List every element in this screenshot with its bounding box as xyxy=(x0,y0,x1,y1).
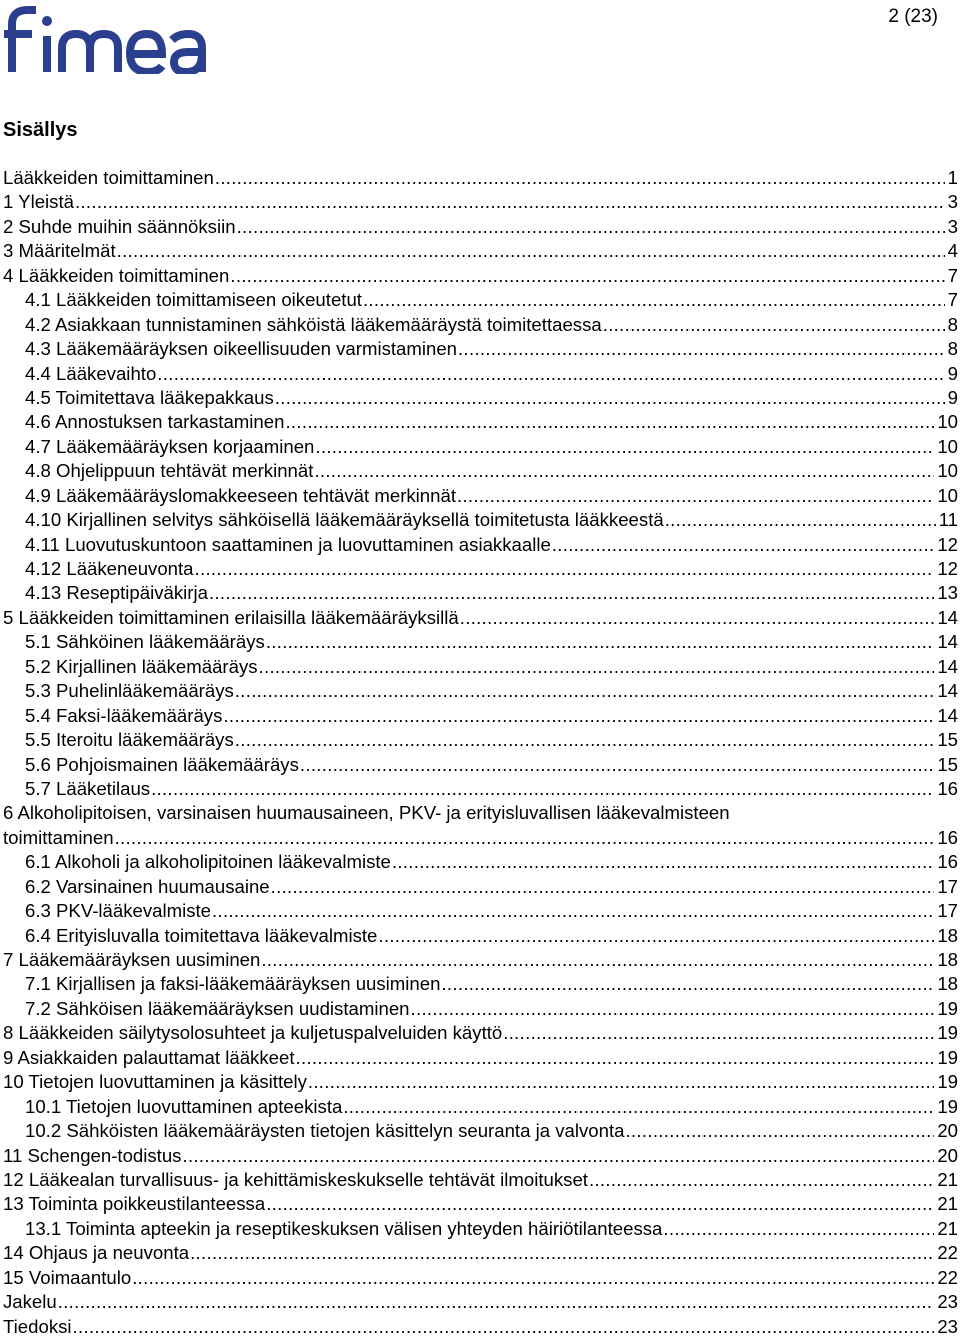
toc-entry[interactable] xyxy=(3,948,958,972)
toc-entry-page: 17 xyxy=(937,900,958,922)
toc-entry-page: 9 xyxy=(947,386,958,408)
toc-entry-title: 9 Asiakkaiden palauttamat lääkkeet xyxy=(3,1046,295,1068)
toc-dot-leader xyxy=(663,1217,934,1241)
toc-dot-leader xyxy=(209,581,934,605)
toc-entry[interactable] xyxy=(3,313,958,337)
toc-dot-leader xyxy=(589,1168,934,1192)
toc-dot-leader xyxy=(75,190,945,214)
toc-entry[interactable] xyxy=(3,1192,958,1216)
toc-entry-page: 18 xyxy=(937,924,958,946)
toc-dot-leader xyxy=(378,924,934,948)
toc-entry-title: 4.3 Lääkemääräyksen oikeellisuuden varmistaminen xyxy=(25,338,458,360)
toc-entry-title: 5.2 Kirjallinen lääkemääräys xyxy=(25,655,258,677)
toc-dot-leader xyxy=(458,337,945,361)
toc-entry-title: 4.12 Lääkeneuvonta xyxy=(25,558,194,579)
toc-entry-title: toimittaminen xyxy=(3,826,114,848)
toc-entry-title: 14 Ohjaus ja neuvonta xyxy=(3,1242,190,1264)
toc-entry-page: 10 xyxy=(937,484,958,506)
toc-entry-title: 6.2 Varsinainen huumausaine xyxy=(25,875,270,897)
toc-entry[interactable] xyxy=(3,972,958,996)
toc-dot-leader xyxy=(237,215,945,239)
toc-dot-leader xyxy=(457,484,934,508)
toc-entry-page: 20 xyxy=(937,1144,958,1166)
toc-entry-page: 7 xyxy=(947,264,958,286)
toc-entry-page: 12 xyxy=(937,533,958,555)
toc-dot-leader xyxy=(212,899,934,923)
toc-dot-leader xyxy=(230,264,944,288)
toc-entry-page: 16 xyxy=(937,826,958,848)
toc-dot-leader xyxy=(441,972,934,996)
toc-entry[interactable] xyxy=(3,337,958,361)
toc-entry-page: 1 xyxy=(947,167,958,188)
toc-dot-leader xyxy=(259,655,935,679)
toc-entry-page: 8 xyxy=(947,313,958,335)
toc-entry-page: 18 xyxy=(937,949,958,970)
toc-entry-page: 14 xyxy=(937,655,958,677)
toc-entry-page: 3 xyxy=(947,215,958,237)
toc-entry-title: 6.1 Alkoholi ja alkoholipitoinen lääkevalmiste xyxy=(25,851,391,873)
toc-entry-page: 20 xyxy=(937,1120,958,1142)
toc-entry[interactable] xyxy=(3,190,958,214)
toc-entry[interactable] xyxy=(3,1266,958,1290)
toc-dot-leader xyxy=(308,1070,934,1094)
toc-entry-page: 21 xyxy=(937,1193,958,1215)
toc-dot-leader xyxy=(215,166,945,190)
toc-entry[interactable] xyxy=(3,679,958,703)
toc-dot-leader xyxy=(266,630,935,654)
toc-dot-leader xyxy=(182,1144,934,1168)
toc-dot-leader xyxy=(275,386,945,410)
toc-dot-leader xyxy=(411,997,935,1021)
toc-entry-title: 7.1 Kirjallisen ja faksi-lääkemääräyksen uusiminen xyxy=(25,973,441,995)
toc-entry-title: 2 Suhde muihin säännöksiin xyxy=(3,215,236,237)
toc-entry-page: 21 xyxy=(937,1168,958,1190)
toc-dot-leader xyxy=(603,313,945,337)
toc-entry-page: 19 xyxy=(937,1046,958,1068)
toc-entry-page: 7 xyxy=(947,289,958,311)
fimea-logo xyxy=(2,2,208,74)
toc-entry[interactable] xyxy=(3,484,958,508)
toc-entry-title: 8 Lääkkeiden säilytysolosuhteet ja kuljetuspalveluiden käyttö xyxy=(3,1022,503,1044)
toc-entry[interactable] xyxy=(3,728,958,752)
toc-entry-page: 15 xyxy=(937,753,958,775)
toc-dot-leader xyxy=(261,948,934,972)
toc-entry[interactable] xyxy=(3,1046,958,1070)
toc-entry-title: 4.5 Toimitettava lääkepakkaus xyxy=(25,386,274,408)
toc-entry-title: 7.2 Sähköisen lääkemääräyksen uudistaminen xyxy=(25,997,410,1019)
toc-entry-page: 23 xyxy=(937,1315,958,1337)
toc-entry-title: 5.4 Faksi-lääkemääräys xyxy=(25,704,223,726)
toc-entry-page: 19 xyxy=(937,1095,958,1117)
toc-entry[interactable] xyxy=(3,1119,958,1143)
toc-entry-title: 4.10 Kirjallinen selvitys sähköisellä lääkemääräyksellä toimitetusta lääkkeestä xyxy=(25,509,664,531)
toc-entry[interactable] xyxy=(3,557,958,581)
toc-entry[interactable] xyxy=(3,704,958,728)
toc-entry-title: 4.11 Luovutuskuntoon saattaminen ja luovuttaminen asiakkaalle xyxy=(25,533,551,555)
toc-entry[interactable] xyxy=(3,826,958,850)
toc-entry[interactable] xyxy=(3,753,958,777)
toc-entry[interactable] xyxy=(3,875,958,899)
toc-entry-title: 5.3 Puhelinlääkemääräys xyxy=(25,680,234,702)
toc-entry-page: 8 xyxy=(947,338,958,360)
toc-entry-title: 11 Schengen-todistus xyxy=(3,1144,182,1166)
toc-title: Sisällys xyxy=(3,119,78,141)
toc-entry-title: 4.6 Annostuksen tarkastaminen xyxy=(25,411,285,433)
toc-dot-leader xyxy=(314,459,934,483)
toc-entry-page: 14 xyxy=(937,704,958,726)
toc-dot-leader xyxy=(665,508,936,532)
toc-entry-title: 4.1 Lääkkeiden toimittamiseen oikeutetut xyxy=(25,289,362,311)
toc-entry-title: 13 Toiminta poikkeustilanteessa xyxy=(3,1193,266,1215)
toc-entry-title: 6 Alkoholipitoisen, varsinaisen huumausaineen, PKV- ja erityisluvallisen lääkevalmisteen xyxy=(3,802,730,824)
toc-dot-leader xyxy=(235,679,935,703)
toc-entry[interactable] xyxy=(3,850,958,874)
toc-entry[interactable] xyxy=(3,435,958,459)
page-indicator: 2 (23) xyxy=(888,6,938,27)
table-of-contents xyxy=(3,166,958,1339)
toc-entry[interactable] xyxy=(3,459,958,483)
toc-entry[interactable] xyxy=(3,924,958,948)
toc-dot-leader xyxy=(195,557,935,581)
toc-dot-leader xyxy=(190,1241,934,1265)
toc-entry-title: 5.5 Iteroitu lääkemääräys xyxy=(25,729,234,751)
toc-entry[interactable] xyxy=(3,1241,958,1265)
toc-dot-leader xyxy=(300,753,934,777)
toc-entry-title: Lääkkeiden toimittaminen xyxy=(3,167,214,188)
toc-entry-title: 10 Tietojen luovuttaminen ja käsittely xyxy=(3,1071,307,1093)
toc-entry-page: 18 xyxy=(937,973,958,995)
toc-entry-page: 14 xyxy=(937,606,958,628)
toc-dot-leader xyxy=(552,533,935,557)
toc-dot-leader xyxy=(223,704,934,728)
toc-entry[interactable] xyxy=(3,1168,958,1192)
toc-entry-title: 5.7 Lääketilaus xyxy=(25,777,151,799)
toc-dot-leader xyxy=(132,1266,934,1290)
toc-entry[interactable] xyxy=(3,997,958,1021)
toc-entry-title: 3 Määritelmät xyxy=(3,240,116,262)
toc-entry[interactable] xyxy=(3,508,958,532)
toc-dot-leader xyxy=(503,1021,934,1045)
toc-entry-title: 7 Lääkemääräyksen uusiminen xyxy=(3,949,261,970)
toc-entry-page: 16 xyxy=(937,777,958,799)
toc-entry-title: 4 Lääkkeiden toimittaminen xyxy=(3,264,230,286)
toc-entry-page: 3 xyxy=(947,191,958,213)
toc-entry-page: 9 xyxy=(947,362,958,384)
toc-entry-page: 22 xyxy=(937,1266,958,1288)
toc-entry-title: 4.13 Reseptipäiväkirja xyxy=(25,582,208,604)
toc-entry-title: Tiedoksi xyxy=(3,1315,72,1337)
toc-entry-title: 13.1 Toiminta apteekin ja reseptikeskuksen välisen yhteyden häiriötilanteessa xyxy=(25,1217,663,1239)
toc-entry[interactable] xyxy=(3,239,958,263)
toc-entry-title: 15 Voimaantulo xyxy=(3,1266,132,1288)
toc-entry-title: 4.9 Lääkemääräyslomakkeeseen tehtävät merkinnät xyxy=(25,484,456,506)
toc-entry[interactable] xyxy=(3,362,958,386)
toc-dot-leader xyxy=(58,1290,935,1314)
toc-entry-title: 12 Lääkealan turvallisuus- ja kehittämiskeskukselle tehtävät ilmoitukset xyxy=(3,1168,588,1190)
toc-entry[interactable] xyxy=(3,1070,958,1094)
toc-entry-title: 5.6 Pohjoismainen lääkemääräys xyxy=(25,753,299,775)
toc-dot-leader xyxy=(235,728,935,752)
toc-entry-page: 19 xyxy=(937,997,958,1019)
toc-entry-page: 13 xyxy=(937,582,958,604)
toc-entry-title: 10.2 Sähköisten lääkemääräysten tietojen käsittelyn seuranta ja valvonta xyxy=(25,1120,625,1142)
toc-entry-page: 11 xyxy=(938,509,958,531)
toc-entry-page: 19 xyxy=(937,1071,958,1093)
toc-dot-leader xyxy=(266,1192,934,1216)
toc-entry-page: 10 xyxy=(937,460,958,482)
toc-entry[interactable] xyxy=(3,630,958,654)
toc-dot-leader xyxy=(315,435,934,459)
toc-entry-title: 4.2 Asiakkaan tunnistaminen sähköistä lääkemääräystä toimitettaessa xyxy=(25,313,602,335)
toc-entry-page: 23 xyxy=(937,1291,958,1313)
toc-entry-page: 19 xyxy=(937,1022,958,1044)
toc-entry[interactable] xyxy=(3,1095,958,1119)
toc-entry[interactable] xyxy=(3,215,958,239)
toc-entry[interactable] xyxy=(3,1315,958,1339)
toc-entry[interactable] xyxy=(3,899,958,923)
toc-entry-title: Jakelu xyxy=(3,1291,57,1313)
toc-entry[interactable] xyxy=(3,581,958,605)
toc-entry-title: 5.1 Sähköinen lääkemääräys xyxy=(25,631,265,653)
toc-entry[interactable] xyxy=(3,1021,958,1045)
toc-dot-leader xyxy=(151,777,934,801)
toc-entry[interactable] xyxy=(3,533,958,557)
toc-entry-page: 21 xyxy=(937,1217,958,1239)
toc-entry[interactable] xyxy=(3,288,958,312)
toc-entry-page: 17 xyxy=(937,875,958,897)
toc-dot-leader xyxy=(392,850,934,874)
toc-entry-page: 14 xyxy=(937,680,958,702)
toc-entry[interactable] xyxy=(3,264,958,288)
toc-entry-page: 15 xyxy=(937,729,958,751)
toc-entry[interactable] xyxy=(3,777,958,801)
toc-dot-leader xyxy=(157,362,944,386)
toc-entry-page: 16 xyxy=(937,851,958,873)
toc-entry-title: 6.4 Erityisluvalla toimitettava lääkevalmiste xyxy=(25,924,378,946)
toc-dot-leader xyxy=(460,606,935,630)
toc-entry[interactable] xyxy=(3,166,958,190)
toc-entry-page: 22 xyxy=(937,1242,958,1264)
toc-entry-title: 4.8 Ohjelippuun tehtävät merkinnät xyxy=(25,460,314,482)
toc-entry[interactable] xyxy=(3,606,958,630)
toc-entry[interactable] xyxy=(3,1217,958,1241)
toc-entry-title: 10.1 Tietojen luovuttaminen apteekista xyxy=(25,1095,343,1117)
toc-dot-leader xyxy=(343,1095,934,1119)
toc-entry[interactable] xyxy=(3,410,958,434)
toc-dot-leader xyxy=(271,875,935,899)
toc-entry-title: 1 Yleistä xyxy=(3,191,74,213)
toc-dot-leader xyxy=(626,1119,935,1143)
toc-dot-leader xyxy=(363,288,945,312)
toc-entry-page: 4 xyxy=(947,240,958,262)
toc-entry-title: 4.4 Lääkevaihto xyxy=(25,362,157,384)
toc-dot-leader xyxy=(117,239,945,263)
toc-entry-title: 4.7 Lääkemääräyksen korjaaminen xyxy=(25,435,315,457)
toc-dot-leader xyxy=(285,410,934,434)
toc-entry-page: 14 xyxy=(937,631,958,653)
toc-entry[interactable] xyxy=(3,1144,958,1168)
toc-entry-page: 10 xyxy=(937,435,958,457)
toc-entry-page: 10 xyxy=(937,411,958,433)
toc-entry-page: 12 xyxy=(937,558,958,579)
toc-entry[interactable] xyxy=(3,1290,958,1314)
toc-dot-leader xyxy=(296,1046,935,1070)
toc-entry-title: 6.3 PKV-lääkevalmiste xyxy=(25,900,212,922)
toc-dot-leader xyxy=(115,826,935,850)
toc-entry[interactable] xyxy=(3,801,958,825)
toc-entry-title: 5 Lääkkeiden toimittaminen erilaisilla lääkemääräyksillä xyxy=(3,606,459,628)
toc-entry[interactable] xyxy=(3,386,958,410)
toc-entry[interactable] xyxy=(3,655,958,679)
